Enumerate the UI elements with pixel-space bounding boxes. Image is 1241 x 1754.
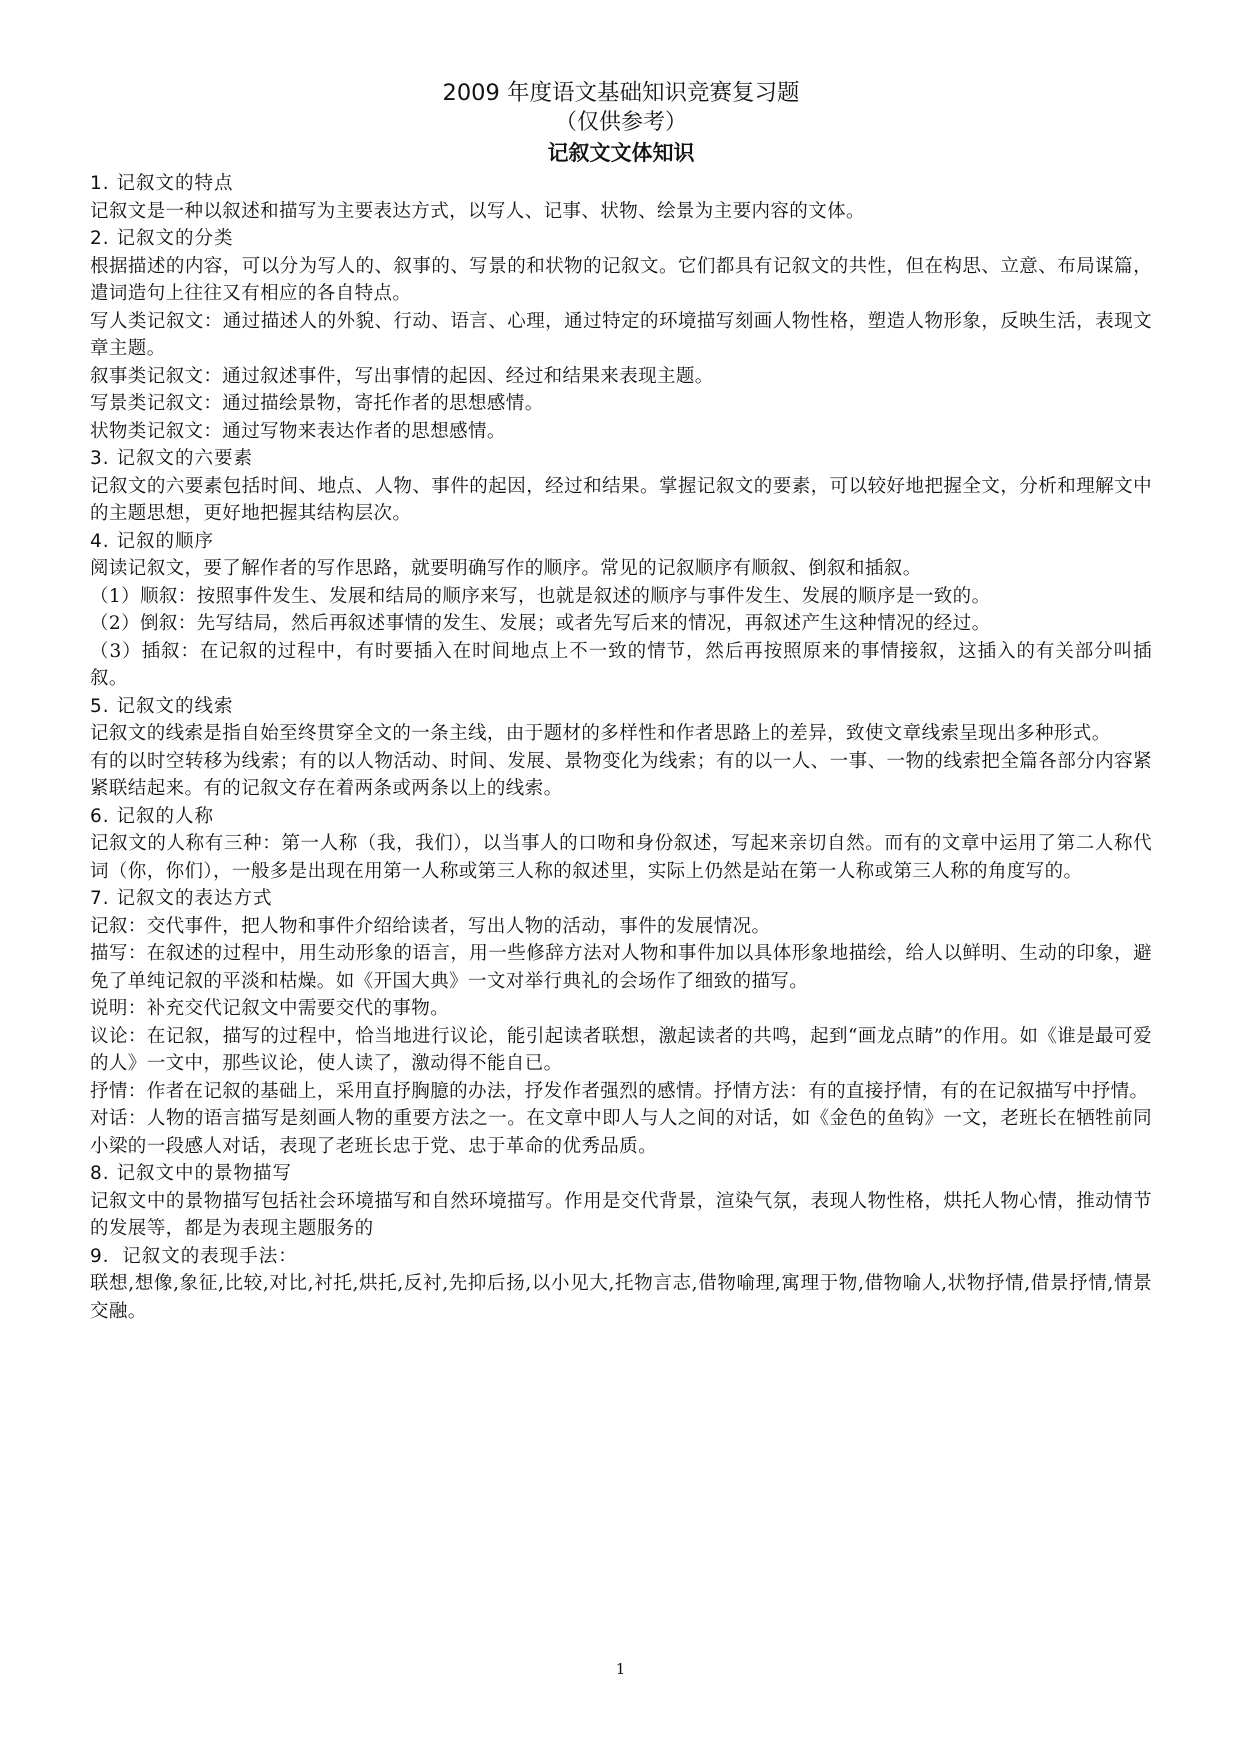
section-heading: 8. 记叙文中的景物描写 <box>90 1163 293 1184</box>
page-number: 1 <box>615 1660 626 1678</box>
paragraph: 联想,想像,象征,比较,对比,衬托,烘托,反衬,先抑后扬,以小见大,托物言志,借物喻理,寓理于物,借物喻人,状物抒情,借景抒情,情景交融。 <box>90 1273 1152 1322</box>
paragraph: 阅读记叙文，要了解作者的写作思路，就要明确写作的顺序。常见的记叙顺序有顺叙、倒叙和插叙。 <box>90 558 922 579</box>
paragraph: 状物类记叙文：通过写物来表达作者的思想感情。 <box>90 420 506 442</box>
section-heading: 5. 记叙文的线索 <box>90 695 234 717</box>
section-title: 记叙文文体知识 <box>547 141 695 165</box>
section-heading: 1. 记叙文的特点 <box>90 173 234 194</box>
paragraph: 描写：在叙述的过程中，用生动形象的语言，用一些修辞方法对人物和事件加以具体形象地描绘，给人以鲜明、生动的印象，避免了单纯记叙的平淡和枯燥。如《开国大典》一文对举行典礼的会场作了细致的描写。 <box>90 943 1152 992</box>
document-page <box>90 78 1152 1325</box>
document-title: 2009 年度语文基础知识竞赛复习题 <box>442 80 800 106</box>
section-heading: 6. 记叙的人称 <box>90 805 215 827</box>
paragraph: 记叙文的线索是指自始至终贯穿全文的一条主线，由于题材的多样性和作者思路上的差异，致使文章线索呈现出多种形式。 <box>90 723 1111 744</box>
paragraph: 记叙文中的景物描写包括社会环境描写和自然环境描写。作用是交代背景，渲染气氛，表现人物性格，烘托人物心情，推动情节的发展等，都是为表现主题服务的 <box>90 1190 1152 1239</box>
paragraph: （3）插叙：在记叙的过程中，有时要插入在时间地点上不一致的情节，然后再按照原来的事情接叙，这插入的有关部分叫插叙。 <box>90 640 1152 689</box>
section-heading: 2. 记叙文的分类 <box>90 228 234 249</box>
paragraph: 记叙：交代事件，把人物和事件介绍给读者，写出人物的活动，事件的发展情况。 <box>90 915 771 937</box>
paragraph: 记叙文的六要素包括时间、地点、人物、事件的起因，经过和结果。掌握记叙文的要素，可以较好地把握全文，分析和理解文中的主题思想，更好地把握其结构层次。 <box>90 475 1152 524</box>
paragraph: （2）倒叙：先写结局，然后再叙述事情的发生、发展；或者先写后来的情况，再叙述产生这种情况的经过。 <box>90 613 991 634</box>
paragraph: 记叙文的人称有三种：第一人称（我，我们），以当事人的口吻和身份叙述，写起来亲切自然。而有的文章中运用了第二人称代词（你，你们），一般多是出现在用第一人称或第三人称的叙述里，实际上仍然是站在第一人称或第三人称的角度写的。 <box>90 833 1152 882</box>
section-heading: 7. 记叙文的表达方式 <box>90 888 273 909</box>
section-heading: 9．记叙文的表现手法： <box>90 1245 298 1267</box>
paragraph: （1）顺叙：按照事件发生、发展和结局的顺序来写，也就是叙述的顺序与事件发生、发展的顺序是一致的。 <box>90 585 991 607</box>
paragraph: 对话：人物的语言描写是刻画人物的重要方法之一。在文章中即人与人之间的对话，如《金色的鱼钩》一文，老班长在牺牲前同小梁的一段感人对话，表现了老班长忠于党、忠于革命的优秀品质。 <box>90 1108 1152 1157</box>
section-heading: 4. 记叙的顺序 <box>90 530 215 552</box>
paragraph: 抒情：作者在记叙的基础上，采用直抒胸臆的办法，抒发作者强烈的感情。抒情方法：有的直接抒情，有的在记叙描写中抒情。 <box>90 1080 1149 1102</box>
paragraph: 根据描述的内容，可以分为写人的、叙事的、写景的和状物的记叙文。它们都具有记叙文的共性，但在构思、立意、布局谋篇，遣词造句上往往又有相应的各自特点。 <box>90 255 1152 304</box>
paragraph: 记叙文是一种以叙述和描写为主要表达方式，以写人、记事、状物、绘景为主要内容的文体。 <box>90 200 865 222</box>
paragraph: 叙事类记叙文：通过叙述事件，写出事情的起因、经过和结果来表现主题。 <box>90 365 714 387</box>
document-subtitle: （仅供参考） <box>554 110 687 135</box>
paragraph: 说明：补充交代记叙文中需要交代的事物。 <box>90 998 450 1019</box>
paragraph: 议论：在记叙，描写的过程中，恰当地进行议论，能引起读者联想，激起读者的共鸣，起到“画龙点睛”的作用。如《谁是最可爱的人》一文中，那些议论，使人读了，激动得不能自已。 <box>90 1025 1152 1074</box>
paragraph: 写人类记叙文：通过描述人的外貌、行动、语言、心理，通过特定的环境描写刻画人物性格，塑造人物形象，反映生活，表现文章主题。 <box>90 310 1152 359</box>
section-heading: 3. 记叙文的六要素 <box>90 448 254 469</box>
paragraph: 写景类记叙文：通过描绘景物，寄托作者的思想感情。 <box>90 393 544 414</box>
document-body <box>90 170 1152 1325</box>
paragraph: 有的以时空转移为线索；有的以人物活动、时间、发展、景物变化为线索；有的以一人、一事、一物的线索把全篇各部分内容紧紧联结起来。有的记叙文存在着两条或两条以上的线索。 <box>90 750 1152 799</box>
